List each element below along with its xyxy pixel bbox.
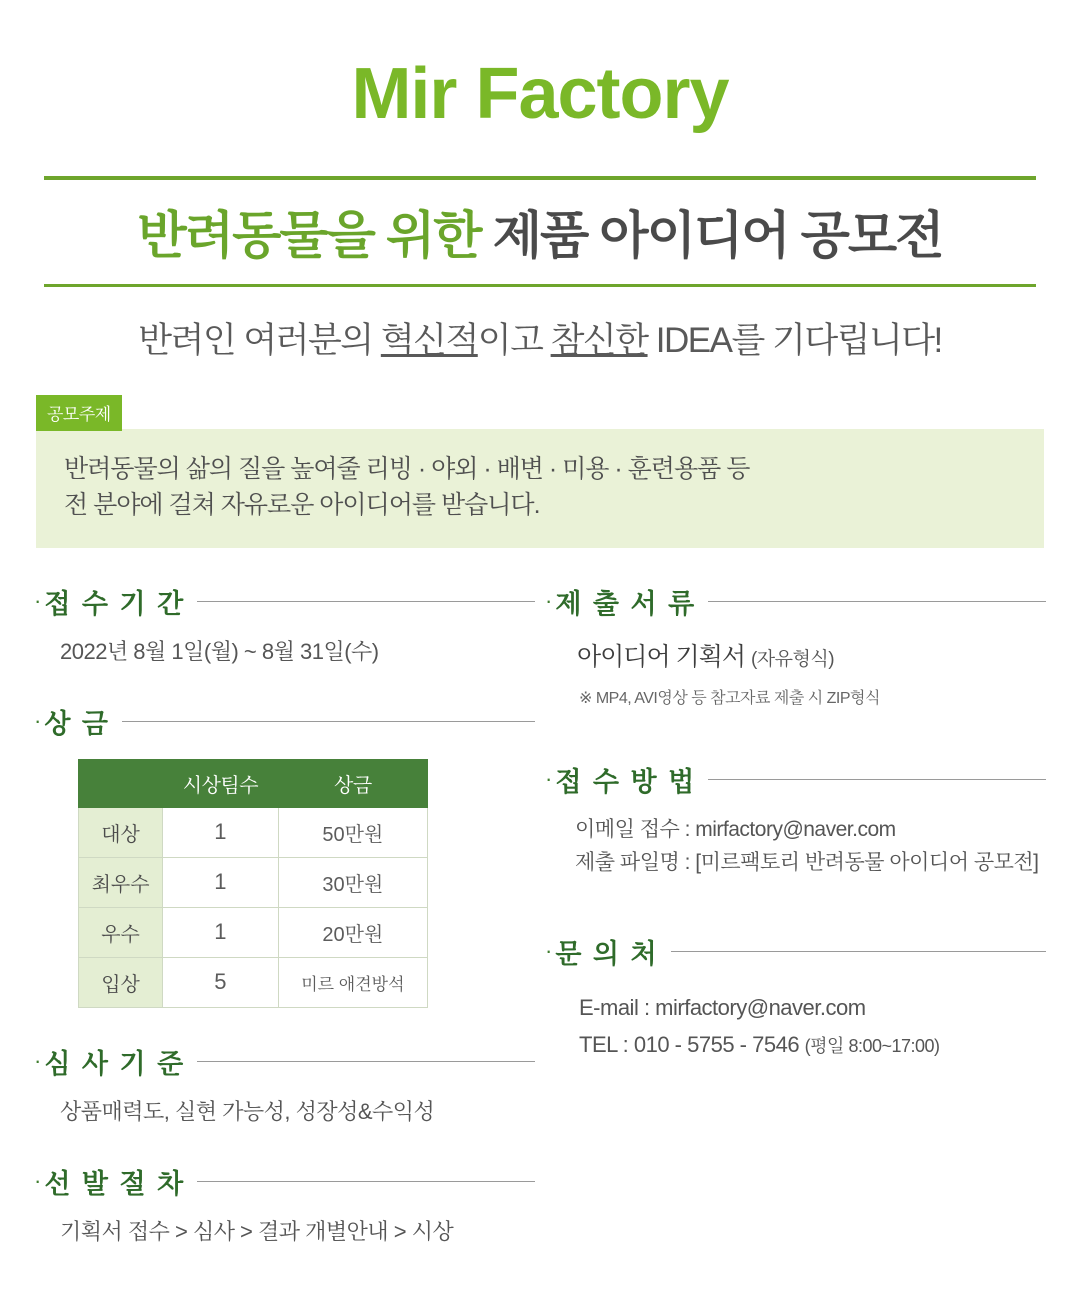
subtitle-a: 반려인 여러분의 [138,321,381,360]
bullet-dot-icon: · [545,766,553,791]
contact-tel: TEL : 010 - 5755 - 7546 [579,1032,805,1058]
page-title-part1: 반려동물을 위한 [137,207,493,264]
prize-table [78,759,428,1008]
subtitle-b: 혁신적 [380,321,478,360]
column-header-category [79,759,163,807]
cell-category: 입상 [79,957,163,1007]
divider-line [708,601,1046,602]
section-contact-label: 문 의 처 [555,938,659,969]
cell-category: 대상 [79,807,163,857]
table-row [79,857,428,907]
cell-amount: 50만원 [278,807,427,857]
bullet-dot-icon: · [34,588,42,613]
section-apply-header [545,760,1046,799]
theme-line-1: 반려동물의 삶의 질을 높여줄 리빙 · 야외 · 배변 · 미용 · 훈련용품 등 [64,455,750,483]
divider-line [671,951,1046,952]
theme-line-2: 전 분야에 걸쳐 자유로운 아이디어를 받습니다. [64,491,540,520]
section-contact-body [545,989,1046,1064]
table-row [79,957,428,1007]
spacer [34,1008,535,1034]
section-criteria-text: 상품매력도, 실현 가능성, 성장성&수익성 [60,1098,435,1124]
cell-amount: 30만원 [278,857,427,907]
section-contact-header [545,932,1046,971]
section-criteria-header [34,1042,535,1081]
bullet-dot-icon: · [34,1168,42,1193]
brand-title: Mir Factory [351,54,729,134]
section-documents-main [545,637,1046,673]
page-title-part2: 제품 아이디어 공모전 [492,207,943,264]
bullet-dot-icon: · [545,588,553,613]
divider-line [122,721,535,722]
section-period-label: 접 수 기 간 [44,588,186,619]
main-title-band [44,176,1036,287]
contact-hours: (평일 8:00~17:00) [804,1036,940,1057]
table-row [79,807,428,857]
section-documents-label: 제 출 서 류 [555,588,697,619]
right-column [545,574,1046,1248]
table-header-row [79,759,428,807]
bullet-dot-icon: · [545,938,553,964]
cell-amount: 미르 애견방석 [278,957,427,1007]
section-prize-label: 상 금 [44,708,110,739]
cell-teams: 1 [163,807,279,857]
apply-email-line: 이메일 접수 : mirfactory@naver.com [575,817,896,841]
subtitle [0,313,1080,363]
divider-line [197,601,535,602]
theme-body [36,429,1044,548]
spacer [34,668,535,694]
spacer [545,880,1046,924]
section-period-text: 2022년 8월 1일(월) ~ 8월 31일(수) [60,638,379,664]
section-criteria-label: 심 사 기 준 [44,1048,186,1079]
section-apply-body [545,813,1046,880]
section-apply-label: 접 수 방 법 [555,766,697,797]
bullet-dot-icon: · [34,1048,42,1073]
table-row [79,907,428,957]
cell-teams: 1 [163,907,279,957]
documents-main-text: 아이디어 기획서 [577,642,745,671]
divider-line [197,1061,535,1062]
section-process-label: 선 발 절 차 [44,1168,186,1199]
apply-filename-line: 제출 파일명 : [미르팩토리 반려동물 아이디어 공모전] [575,851,1039,875]
prize-table-body [79,807,428,1007]
subtitle-e: IDEA를 기다립니다! [647,321,942,360]
theme-tag: 공모주제 [36,395,122,431]
page-title [44,194,1036,268]
contact-tel-line [579,1026,1046,1063]
column-header-amount: 상금 [278,759,427,807]
subtitle-c: 이고 [477,321,551,360]
contact-email: E-mail : mirfactory@naver.com [579,994,866,1020]
subtitle-d: 참신한 [550,321,648,360]
cell-teams: 5 [163,957,279,1007]
section-documents-header [545,582,1046,621]
theme-section [36,395,1044,548]
column-header-teams: 시상팀수 [163,759,279,807]
cell-category: 최우수 [79,857,163,907]
section-process-header [34,1162,535,1201]
divider-line [708,779,1046,780]
spacer [34,1128,535,1154]
cell-amount: 20만원 [278,907,427,957]
bullet-dot-icon: · [34,708,42,733]
cell-category: 우수 [79,907,163,957]
divider-line [197,1181,535,1182]
cell-teams: 1 [163,857,279,907]
details-columns [34,574,1046,1248]
documents-format-note: (자유형식) [750,648,835,670]
section-period-header [34,582,535,621]
section-process-text: 기획서 접수 > 심사 > 결과 개별안내 > 시상 [60,1218,454,1244]
left-column [34,574,535,1248]
section-documents-note: ※ MP4, AVI영상 등 참고자료 제출 시 ZIP형식 [579,689,880,707]
prize-table-head [79,759,428,807]
spacer [545,708,1046,752]
section-prize-header [34,702,535,741]
